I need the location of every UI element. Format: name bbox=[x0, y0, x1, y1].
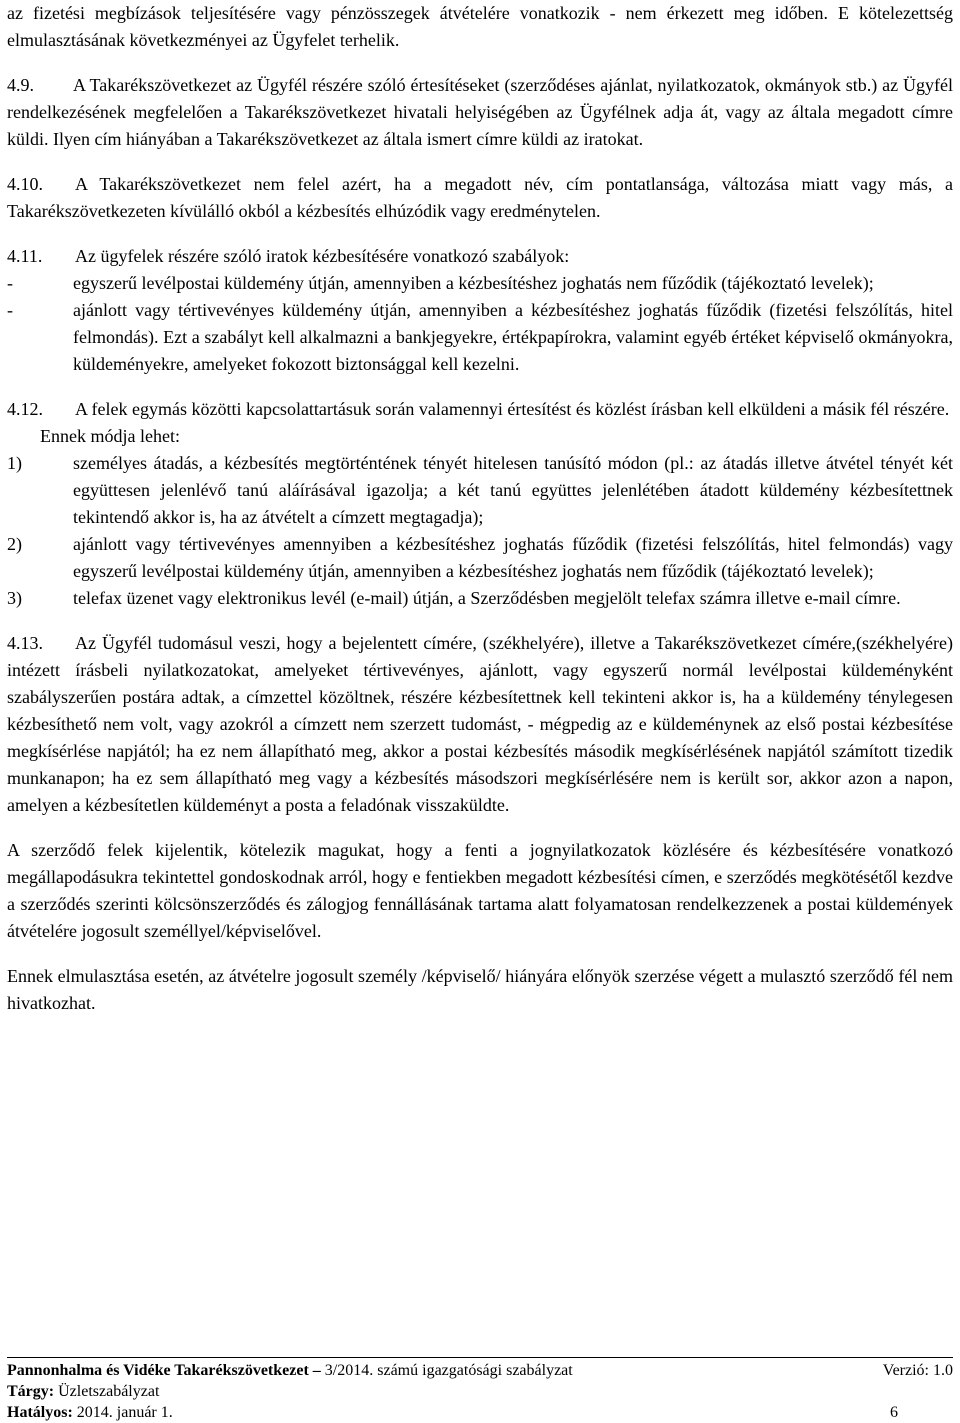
intro-paragraph: az fizetési megbízások teljesítésére vagy pénzösszegek átvételére vonatkozik - nem érkezett meg időben. E kötelezettség elmulasztásának következményei az Ügyfelet terhelik. bbox=[7, 3, 953, 50]
list-item-text: ajánlott vagy tértivevényes küldemény útján, amennyiben a kézbesítéshez joghatás fűződik (fizetési felszólítás, hitel felmondás). Ezt a szabályt kell alkalmazni a bankjegyekre, értékpapírokra, valamint egyéb értéket képviselő okmányokra, küldeményekre, amelyeket fokozott biztonsággal kell kezelni. bbox=[73, 300, 953, 374]
dash-list bbox=[7, 270, 953, 378]
section-text: A felek egymás közötti kapcsolattartásuk során valamennyi értesítést és közlést írásban kell elküldeni a másik fél részére. bbox=[75, 399, 950, 419]
footer-subject bbox=[7, 1381, 159, 1402]
list-mark: 2) bbox=[7, 534, 22, 554]
list-item-text: telefax üzenet vagy elektronikus levél (e-mail) útján, a Szerződésben megjelölt telefax számra illetve e-mail címre. bbox=[73, 588, 901, 608]
list-item-text: személyes átadás, a kézbesítés megtörténtének tényét hitelesen tanúsító módon (pl.: az átadás illetve átvétel tényét két együttesen jelenlévő tanú aláírásával igazolja; a két tanú együttes jelenlétében átadott küldemény kézbesítettnek tekintendő akkor is, ha az átvételt a címzett megtagadja); bbox=[73, 453, 953, 527]
section-heading bbox=[7, 396, 953, 423]
section-text: A Takarékszövetkezet nem felel azért, ha a megadott név, cím pontatlansága, változása miatt vagy más, a Takarékszövetkezeten kívülálló okból a kézbesítés elhúzódik vagy eredménytelen. bbox=[7, 174, 953, 221]
footer-subject-value: Üzletszabályzat bbox=[54, 1383, 160, 1400]
closing-paragraph: A szerződő felek kijelentik, kötelezik magukat, hogy a fenti a jognyilatkozatok közlésére és kézbesítésére vonatkozó megállapodásukra tekintettel gondoskodnak arról, hogy e fentiekben megadott kézbesítési címen, e szerződés megkötésétől kezdve a szerződés szerinti kölcsönszerződés és zálogjog fennállásának tartama alatt folyamatosan rendelkezzenek a postai küldemények átvételére jogosult személlyel/képviselővel. bbox=[7, 840, 953, 941]
footer-regulation bbox=[7, 1360, 573, 1381]
closing-paragraph-2: Ennek elmulasztása esetén, az átvételre jogosult személy /képviselő/ hiányára előnyök szerzése végett a mulasztó szerződő fél nem hivatkozhat. bbox=[7, 966, 953, 1013]
footer-version-label: Verzió: bbox=[882, 1362, 929, 1379]
page-number: 6 bbox=[890, 1404, 898, 1421]
list-item bbox=[7, 297, 953, 378]
section-4-13 bbox=[7, 630, 953, 819]
footer-row-3 bbox=[7, 1402, 953, 1423]
list-item bbox=[7, 531, 953, 585]
section-number: 4.9. bbox=[7, 75, 34, 95]
footer-subject-label: Tárgy: bbox=[7, 1383, 55, 1400]
list-item-text: egyszerű levélpostai küldemény útján, amennyiben a kézbesítéshez joghatás nem fűződik (tájékoztató levelek); bbox=[73, 273, 874, 293]
section-text: Az Ügyfél tudomásul veszi, hogy a bejelentett címére, (székhelyére), illetve a Takarékszövetkezet címére,(székhelyére) intézett írásbeli nyilatkozatokat, amelyeket tértivevényes, ajánlott, vagy egyszerű normál levélpostai küldeményként szabályszerűen postára adtak, a címzettel közöltnek, részére kézbesítettnek kell tekinteni akkor is, ha a küldemény ténylegesen kézbesíthető nem volt, vagy azokról a címzett nem szerzett tudomást, - mégpedig az e küldeménynek az első postai kézbesítése megkísérlése napjától; ha ez nem állapítható meg, akkor a postai kézbesítés második megkísérlésének napjától számított tizedik munkanapon; ha ez sem állapítható meg vagy a kézbesítés másodszori megkísérlésére nem is került sor, akkor azon a napon, amelyen a kézbesítetlen küldeményt a posta a feladónak visszaküldte. bbox=[7, 633, 953, 815]
section-subtext: Ennek módja lehet: bbox=[40, 426, 180, 446]
footer-version bbox=[883, 1360, 953, 1381]
footer-effective-label: Hatályos: bbox=[7, 1404, 73, 1421]
footer-dash: – bbox=[308, 1362, 325, 1379]
footer-effective-value: 2014. január 1. bbox=[72, 1404, 173, 1421]
list-item bbox=[7, 270, 953, 297]
footer-reg-rest: számú igazgatósági szabályzat bbox=[373, 1362, 573, 1379]
section-heading bbox=[7, 243, 953, 270]
section-4-10 bbox=[7, 171, 953, 225]
footer-row-1 bbox=[7, 1360, 953, 1381]
footer-org: Pannonhalma és Vidéke Takarékszövetkezet bbox=[7, 1362, 309, 1379]
section-text: Az ügyfelek részére szóló iratok kézbesítésére vonatkozó szabályok: bbox=[75, 246, 570, 266]
section-4-12 bbox=[7, 396, 953, 612]
page-footer bbox=[7, 1357, 953, 1423]
section-4-11 bbox=[7, 243, 953, 378]
list-mark: - bbox=[7, 273, 13, 293]
section-number: 4.13. bbox=[7, 633, 43, 653]
footer-reg-number: 3/2014. bbox=[324, 1362, 374, 1379]
numbered-list bbox=[7, 450, 953, 612]
footer-divider bbox=[7, 1357, 953, 1358]
section-4-9 bbox=[7, 72, 953, 153]
list-item bbox=[7, 450, 953, 531]
section-number: 4.11. bbox=[7, 246, 43, 266]
section-number: 4.12. bbox=[7, 399, 43, 419]
section-number: 4.10. bbox=[7, 174, 43, 194]
list-mark: - bbox=[7, 300, 13, 320]
footer-effective bbox=[7, 1402, 173, 1423]
footer-row-2 bbox=[7, 1381, 953, 1402]
list-item bbox=[7, 585, 953, 612]
document-page bbox=[7, 0, 953, 1017]
list-mark: 3) bbox=[7, 588, 22, 608]
list-item-text: ajánlott vagy tértivevényes amennyiben a kézbesítéshez joghatás fűződik (fizetési felszólítás, hitel felmondás) vagy egyszerű levélpostai küldemény útján, amennyiben a kézbesítéshez joghatás nem fűződik (tájékoztató levelek); bbox=[73, 534, 953, 581]
list-mark: 1) bbox=[7, 453, 22, 473]
footer-version-value: 1.0 bbox=[929, 1362, 953, 1379]
section-text: A Takarékszövetkezet az Ügyfél részére szóló értesítéseket (szerződéses ajánlat, nyilatkozatok, okmányok stb.) az Ügyfél rendelkezésének megfelelően a Takarékszövetkezet hivatali helyiségében az Ügyfélnek adja át, vagy az általa megadott címre küldi. Ilyen cím hiányában a Takarékszövetkezet az általa ismert címre küldi az iratokat. bbox=[7, 75, 953, 149]
